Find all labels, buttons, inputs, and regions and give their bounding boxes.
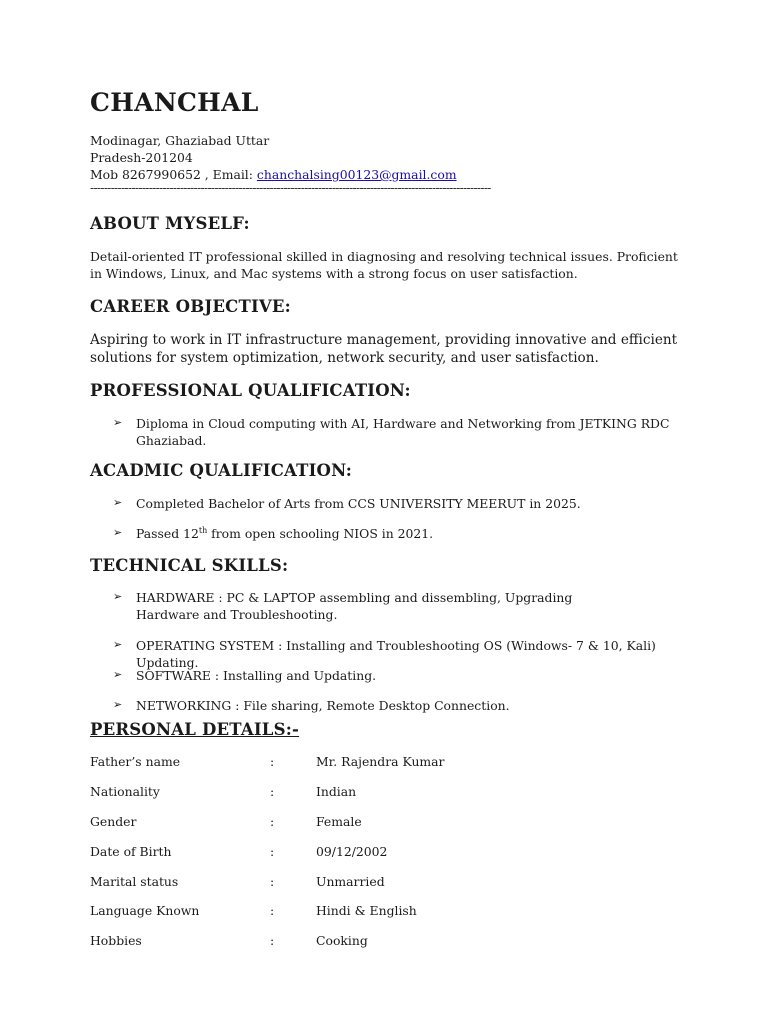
- detail-label: Marital status: [90, 874, 179, 889]
- bullet-arrow-icon: ➢: [113, 416, 123, 429]
- bullet-arrow-icon: ➢: [113, 590, 123, 603]
- detail-value: 09/12/2002: [316, 844, 388, 859]
- bullet-arrow-icon: ➢: [113, 638, 123, 651]
- bullet-arrow-icon: ➢: [113, 496, 123, 509]
- list-item: HARDWARE : PC & LAPTOP assembling and dissembling, Upgrading Hardware and Troubleshooting.: [136, 590, 573, 622]
- ordinal-suffix: th: [198, 525, 208, 535]
- list-item: SOFTWARE : Installing and Updating.: [136, 668, 377, 683]
- detail-label: Gender: [90, 814, 137, 829]
- mobile-text: Mob 8267990652 , Email:: [90, 167, 253, 182]
- section-heading-about: ABOUT MYSELF:: [90, 214, 250, 233]
- list-item: NETWORKING : File sharing, Remote Desktop Connection.: [136, 698, 510, 713]
- detail-value: Cooking: [316, 933, 368, 948]
- detail-value: Female: [316, 814, 362, 829]
- address-line-1: Modinagar, Ghaziabad Uttar: [90, 133, 270, 148]
- section-heading-personal: PERSONAL DETAILS:-: [90, 720, 300, 739]
- detail-value: Hindi & English: [316, 903, 417, 918]
- detail-separator: :: [270, 814, 275, 829]
- candidate-name: CHANCHAL: [90, 88, 259, 117]
- detail-value: Mr. Rajendra Kumar: [316, 754, 445, 769]
- detail-label: Nationality: [90, 784, 160, 799]
- detail-separator: :: [270, 784, 275, 799]
- detail-separator: :: [270, 933, 275, 948]
- detail-label: Language Known: [90, 903, 200, 918]
- bullet-arrow-icon: ➢: [113, 668, 123, 681]
- detail-separator: :: [270, 874, 275, 889]
- detail-label: Date of Birth: [90, 844, 172, 859]
- bullet-arrow-icon: ➢: [113, 698, 123, 711]
- detail-separator: :: [270, 844, 275, 859]
- detail-separator: :: [270, 903, 275, 918]
- about-text: Detail-oriented IT professional skilled in diagnosing and resolving technical issues. Proficient in Windows, Linux, and Mac systems with a strong focus on user satisfaction.: [90, 249, 678, 281]
- bullet-arrow-icon: ➢: [113, 526, 123, 539]
- objective-text: Aspiring to work in IT infrastructure management, providing innovative and efficient solutions for system optimization, network security, and user satisfaction.: [90, 332, 678, 366]
- detail-label: Father’s name: [90, 754, 181, 769]
- section-heading-professional: PROFESSIONAL QUALIFICATION:: [90, 381, 411, 400]
- list-item: Diploma in Cloud computing with AI, Hardware and Networking from JETKING RDC Ghaziabad.: [136, 416, 670, 448]
- detail-label: Hobbies: [90, 933, 142, 948]
- section-heading-skills: TECHNICAL SKILLS:: [90, 556, 289, 575]
- section-heading-academic: ACADMIC QUALIFICATION:: [90, 461, 353, 480]
- address-line-2: Pradesh-201204: [90, 150, 193, 165]
- item-text-end: from open schooling NIOS in 2021.: [207, 526, 434, 541]
- detail-value: Unmarried: [316, 874, 385, 889]
- divider-rule: --------------------------------------------------------------------------------------------------------------------: [90, 181, 491, 195]
- list-item: [136, 525, 676, 542]
- item-text-start: Passed 12: [136, 526, 199, 541]
- detail-separator: :: [270, 754, 275, 769]
- detail-value: Indian: [316, 784, 357, 799]
- section-heading-objective: CAREER OBJECTIVE:: [90, 297, 291, 316]
- list-item: Completed Bachelor of Arts from CCS UNIVERSITY MEERUT in 2025.: [136, 496, 581, 511]
- email-link[interactable]: chanchalsing00123@gmail.com: [256, 167, 457, 182]
- list-item: OPERATING SYSTEM : Installing and Troubleshooting OS (Windows- 7 & 10, Kali) Updating.: [136, 638, 656, 670]
